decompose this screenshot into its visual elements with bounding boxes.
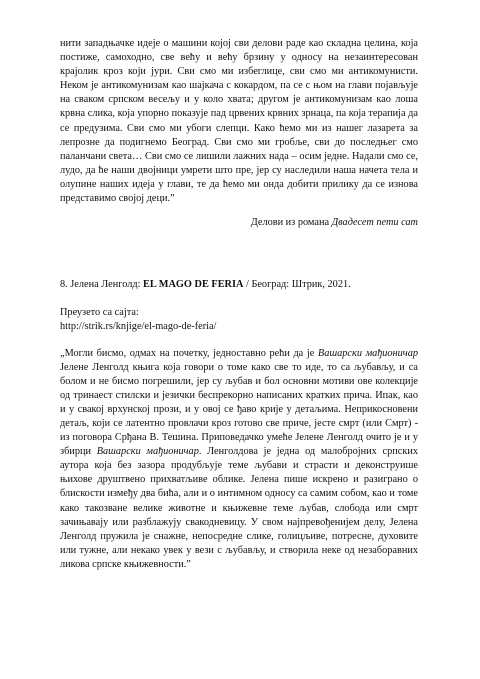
entry-publisher: / Београд: Штрик, 2021.	[243, 279, 351, 291]
book-description-quote	[60, 347, 418, 573]
source-novel-title: Двадесет пети сат	[331, 217, 418, 229]
source-url[interactable]: http://strik.rs/knjige/el-mago-de-feria/	[60, 321, 217, 333]
book-entry	[60, 278, 418, 292]
quote-part-2: Јелене Ленголд књига која говори о томе како све то иде, то са љубављу, и са болом и не бисмо погрешили, јер су љубав и бол основни мотиви ове колекције од тринаест стилски и језички беспрекорно написаних кратких прича. Ипак, као и у свакој врхунској прози, и у овој се ђаво крије у детаљима. Неприкосновени детаљ, који се латентно провлачи кроз готово све приче, јесте смрт (или Смрт) - из поговора Срђана В. Тешина. Приповедачко умеће Јелене Ленголд очито је и у збирци	[60, 361, 418, 458]
section-spacer	[60, 230, 418, 278]
quote-italic-title-1: Вашарски мађионичар	[317, 347, 418, 359]
excerpt-source	[60, 216, 418, 230]
excerpt-paragraph: нити западњачке идеје о машини којој сви делови раде као складна целина, која постиже, самоходно, све већу и већу брзину у односу на незаинтересован крајолик кроз који јури. Сви смо ми избеглице, сви смо ми антикомунисти. Неком је антикомунизам као шајкача с кокардом, па се с њом на глави појављује на сваком српском весељу и у коло хвата; другом је антикомунизам као лоша крвна слика, која упорно показује пад црвених крвних зрнаца, па која терапија да се предузима. Сви смо ми убоги слепци. Како ћемо ми из нашег лазарета за лепрозне да подигнемо Београд. Сви смо ми гробље, сви до последњег смо паланчани света… Сви смо се лишили лажних нада – осим једне. Надали смо се, лудо, да ће наши двојници умрети што пре, јер су наследили наша начета тела и олупине наших идеја у глави, те да ћемо ми онда добити прилику да се изнова представимо својој деци.”	[60, 38, 418, 205]
taken-from-label: Преузето са сајта:	[60, 307, 139, 319]
source-prefix: Делови из романа	[250, 217, 332, 229]
entry-number-author: 8. Јелена Ленголд:	[60, 279, 144, 291]
book-title: EL MAGO DE FERIA	[143, 279, 244, 291]
quote-part-1: „Могли бисмо, одмах на почетку, једноставно рећи да је	[60, 347, 318, 359]
quote-part-3: . Ленголдова је једна од малобројних српских аутора која без зазора продубљује теме љубави и страсти и деконструише њихове друштвено прихватљиве облике. Јелена пише искрено и разиграно о блискости између два бића, али и о интимном односу са самим собом, као и томе како такозване велике животне и књижевне теме љубав, слобода или смрт зачињавају или разблажују свакодневицу. У свом најпревођенијем делу, Јелена Ленголд пружила је снажне, непосредне слике, голицљиве, потресне, духовите или тужне, али некако увек у вези с љубављу, и створила неке од незаборавних ликова српске књижевности.”	[60, 446, 418, 570]
quote-italic-title-2: Вашарски мађионичар	[96, 446, 199, 458]
